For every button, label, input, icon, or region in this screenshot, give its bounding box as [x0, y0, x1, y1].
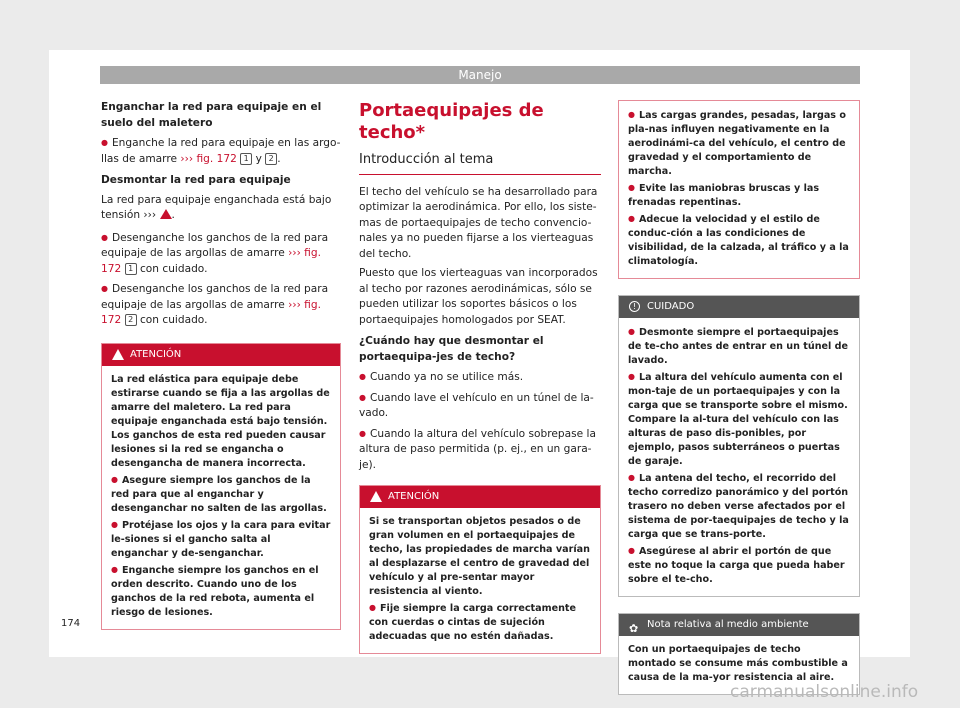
- paragraph-vierteaguas: Puesto que los vierteaguas van incorporados al techo por razones aerodinámicas, sólo se pueden utilizar los soportes básicos o los portaequipajes homologados por SEAT.: [359, 267, 598, 326]
- text-tension: La red para equipaje enganchada está bajo tensión ››› .: [101, 193, 332, 221]
- caution-box: [618, 295, 860, 597]
- environment-note-body: Con un portaequipajes de techo montado se consume más combustible a causa de la ma-yor resistencia al aire.: [628, 644, 848, 683]
- bullet-cuando-2: ● Cuando lave el vehículo en un túnel de la-vado.: [359, 390, 601, 422]
- callout-1: 1: [240, 153, 252, 165]
- warning-triangle-icon: [370, 491, 382, 502]
- warning-triangle-icon: [160, 209, 172, 219]
- warning-triangle-icon: [112, 349, 124, 360]
- heading-enganchar: Enganchar la red para equipaje en el suelo del maletero: [101, 101, 322, 129]
- bullet-enganchar: ● Enganche la red para equipaje en las argo-llas de amarre ››› fig. 172 1 y 2 .: [101, 135, 341, 167]
- column-left: [101, 100, 341, 630]
- page-number: 174: [61, 618, 81, 629]
- column-middle: [359, 100, 601, 654]
- warning-box: [359, 485, 601, 654]
- paragraph-techo: El techo del vehículo se ha desarrollado para optimizar la aerodinámica. Por ello, los siste-mas de portaequipajes de techo convencio-nales ya no pueden fijarse a los vierteaguas del techo.: [359, 185, 598, 260]
- callout-2: 2: [125, 314, 137, 326]
- warning-box-body: La red elástica para equipaje debe estirarse cuando se fija a las argollas de amarre del maletero. La red para equipaje enganchada está bajo tensión. Los ganchos de esta red pueden causar lesiones si la red se engancha o desengancha de manera incorrecta. ● Asegure siempre los ganchos de la red para que al enganchar y desenganchar no salten de las argollas. ● Protéjase los ojos y la cara para evitar le-siones si el gancho salta al enganchar y de-senganchar. ● Enganche siempre los ganchos en el orden descrito. Cuando uno de los ganchos de la red rebota, aumenta el riesgo de lesiones.: [102, 366, 340, 629]
- caution-icon: !: [629, 301, 640, 312]
- caution-box-body: ● Desmonte siempre el portaequipajes de te-cho antes de entrar en un túnel de lavado. ● La altura del vehículo aumenta con el mon-taje de un portaequipajes y con la carga que se transporte sobre el mismo. Compare la al-tura del vehículo con las alturas de paso dis-ponibles, por ejemplo, pasos subterráneos o puertas de garaje. ● La antena del techo, el recorrido del techo corredizo panorámico y del portón trasero no deben verse afectados por el sistema de por-taequipajes de techo y la carga que se trans-porte. ● Asegúrese al abrir el portón de que este no toque la carga que pueda haber sobre el te-cho.: [619, 318, 859, 596]
- section-header: Manejo: [100, 66, 860, 84]
- bullet-cuando-1: ● Cuando ya no se utilice más.: [359, 369, 601, 386]
- bullet-cuando-3: ● Cuando la altura del vehículo sobrepase la altura de paso permitida (p. ej., en un gara-je).: [359, 426, 601, 474]
- fig-ref-link[interactable]: ››› fig. 172: [101, 247, 321, 275]
- subsection-title: Introducción al tema: [359, 152, 601, 175]
- caution-box-header: ! CUIDADO: [619, 296, 859, 318]
- watermark: carmanualsonline.info: [730, 682, 919, 702]
- fig-ref-link[interactable]: ››› fig. 172: [180, 152, 237, 165]
- warning-ref-arrows[interactable]: ›››: [143, 209, 157, 221]
- heading-cuando: ¿Cuándo hay que desmontar el portaequipa-jes de techo?: [359, 335, 544, 363]
- fig-ref-link[interactable]: ››› fig. 172: [101, 298, 321, 326]
- warning-box-header: ATENCIÓN: [102, 344, 340, 366]
- warning-box-continued: ● Las cargas grandes, pesadas, largas o pla-nas influyen negativamente en la aerodinámi-ca del vehículo, el centro de gravedad y el comportamiento de marcha. ● Evite las maniobras bruscas y las frenadas repentinas. ● Adecue la velocidad y el estilo de conduc-ción a las condiciones de visibilidad, de la calzada, al tráfico y a la climatología.: [618, 100, 860, 279]
- column-right: [618, 100, 860, 695]
- callout-2: 2: [265, 153, 277, 165]
- leaf-icon: ✿: [629, 622, 639, 635]
- heading-desmontar: Desmontar la red para equipaje: [101, 174, 291, 186]
- section-title: Portaequipajes de techo*: [359, 100, 544, 143]
- bullet-desenganche-1: ● Desenganche los ganchos de la red para equipaje de las argollas de amarre ››› fig. 172 1 con cuidado.: [101, 230, 341, 278]
- callout-1: 1: [125, 263, 137, 275]
- warning-box-body: Si se transportan objetos pesados o de gran volumen en el portaequipajes de techo, las propiedades de marcha varían al desplazarse el centro de gravedad del vehículo y al pre-sentar mayor resistencia al viento. ● Fije siempre la carga correctamente con cuerdas o cintas de sujeción adecuadas que no estén dañadas.: [360, 508, 600, 653]
- warning-box: [101, 343, 341, 630]
- warning-box-header: ATENCIÓN: [360, 486, 600, 508]
- environment-note-header: ✿ Nota relativa al medio ambiente: [619, 614, 859, 636]
- bullet-desenganche-2: ● Desenganche los ganchos de la red para equipaje de las argollas de amarre ››› fig. 172 2 con cuidado.: [101, 281, 341, 329]
